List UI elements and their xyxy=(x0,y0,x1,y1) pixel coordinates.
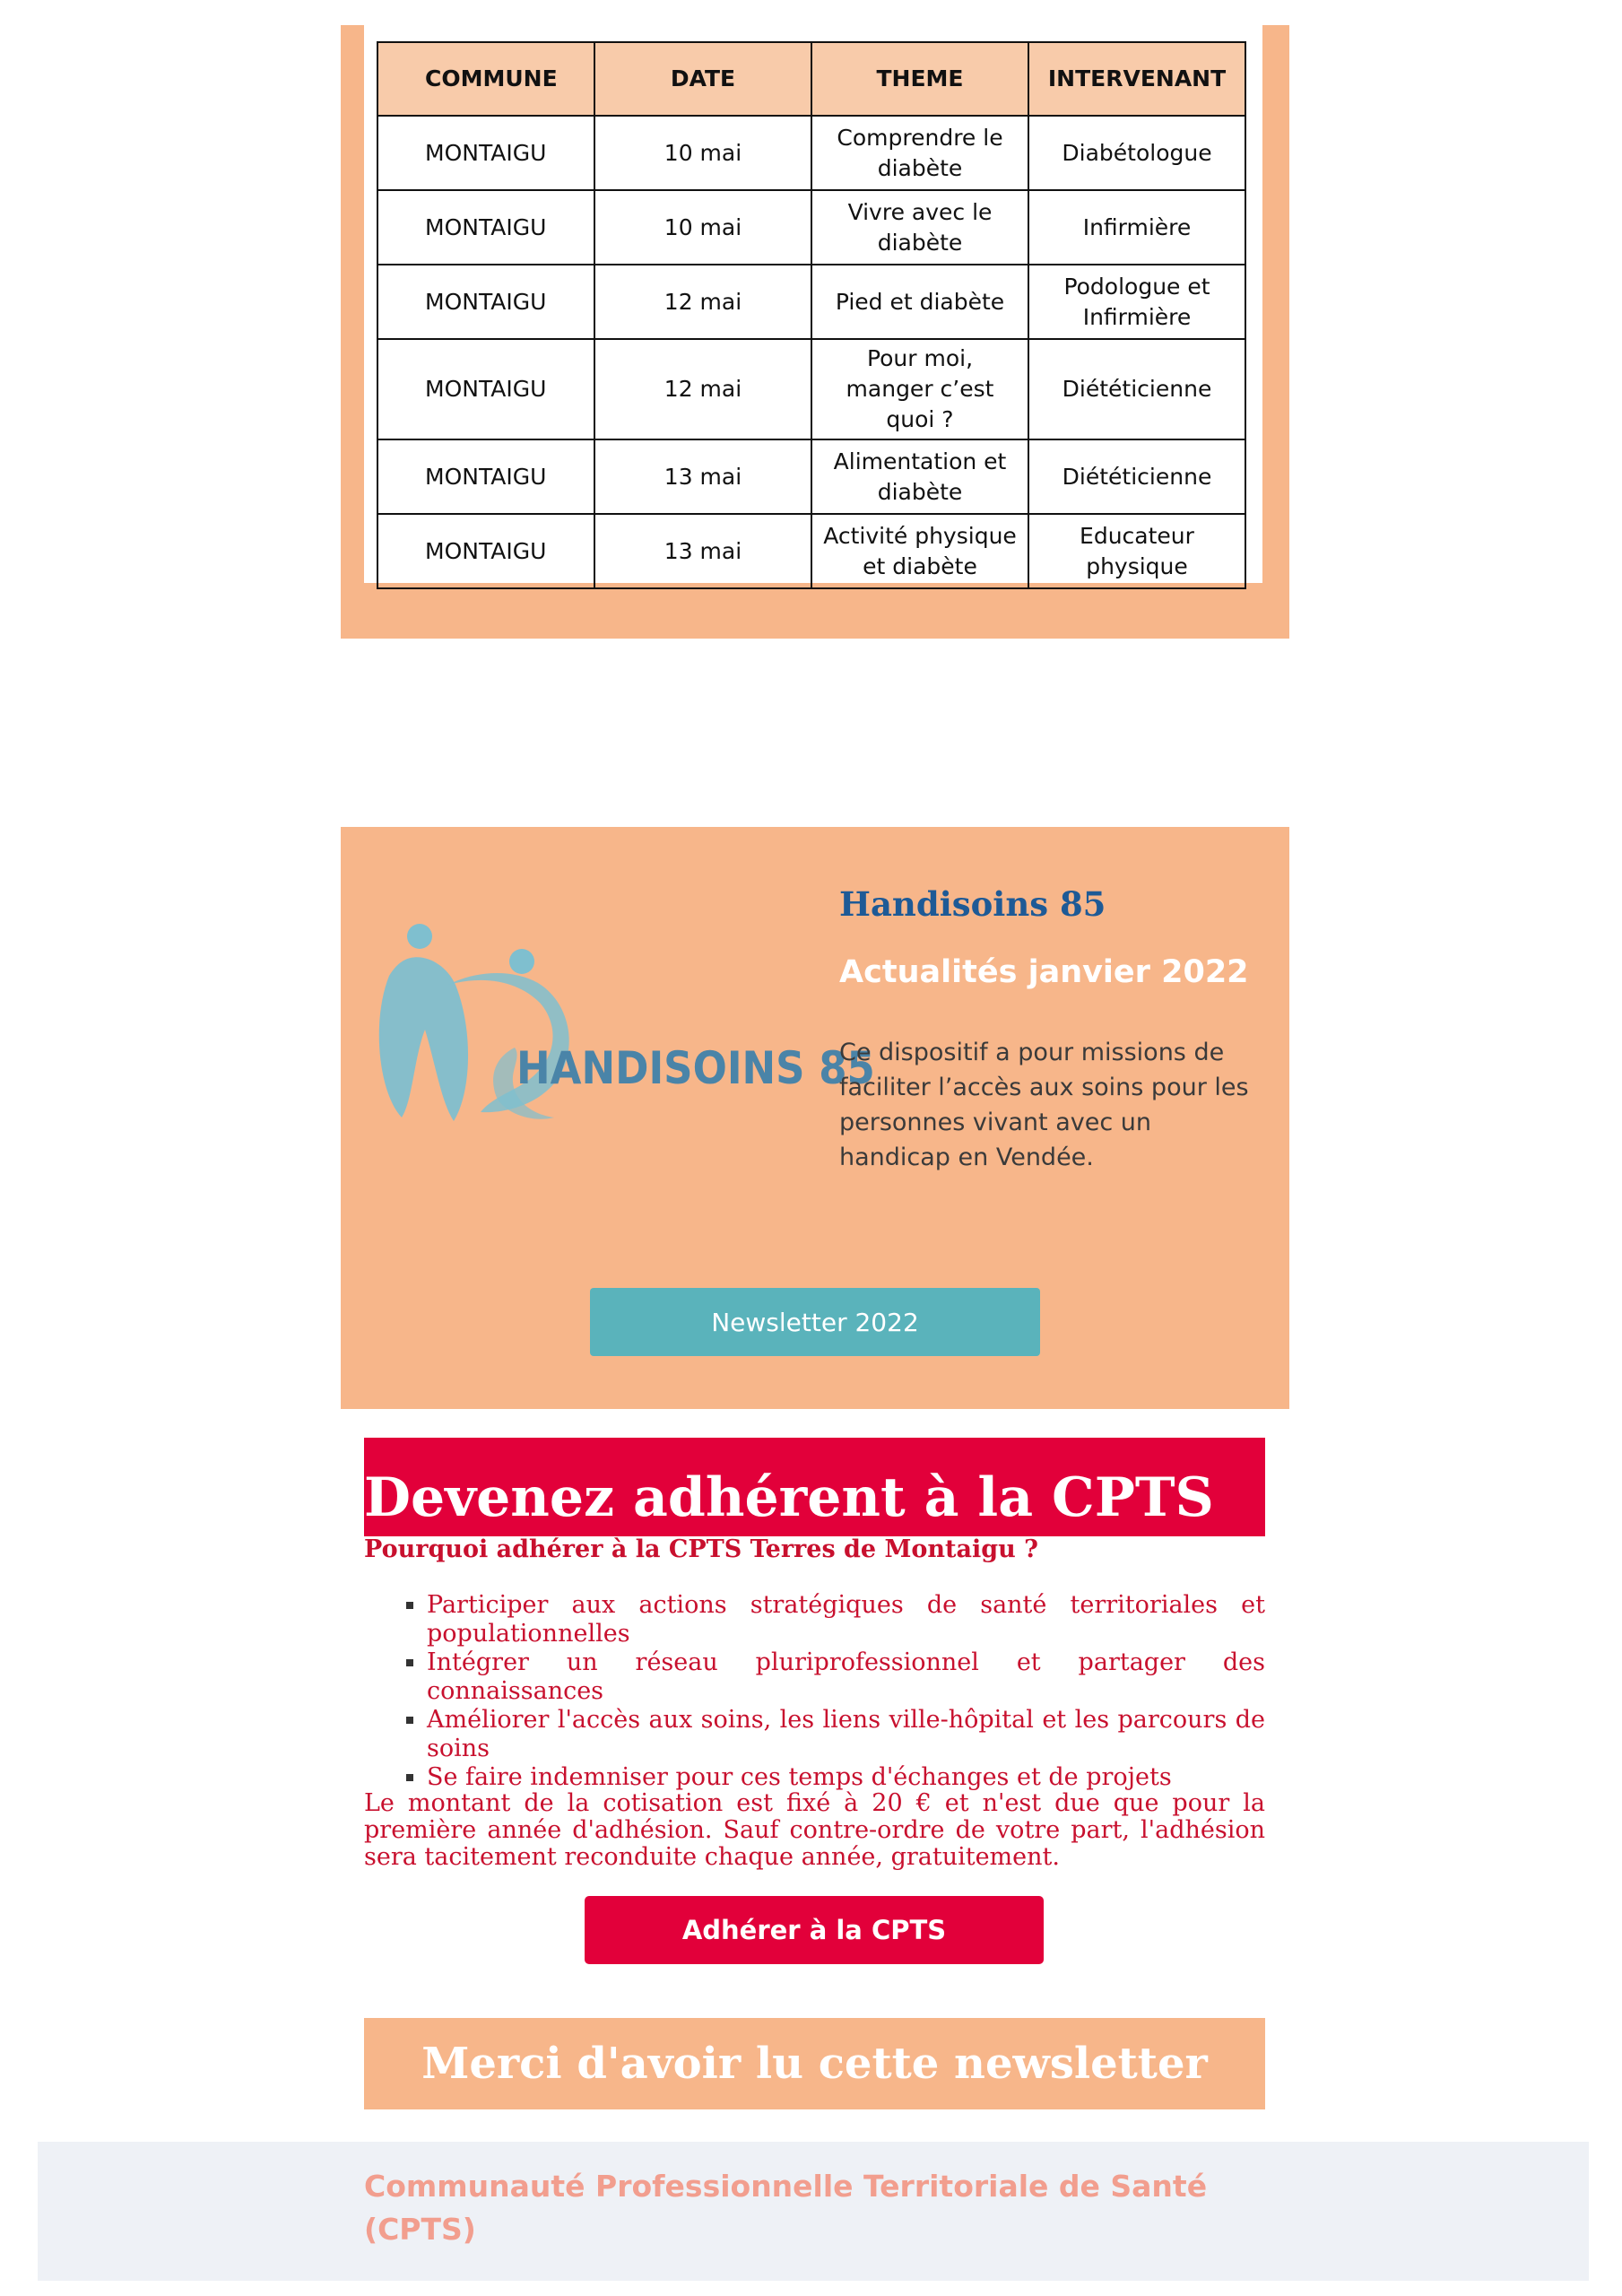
cell-intervenant: Podologue et Infirmière xyxy=(1028,265,1245,339)
handisoins-subtitle: Actualités janvier 2022 xyxy=(839,954,1249,990)
cell-date: 10 mai xyxy=(594,116,811,190)
cell-date: 13 mai xyxy=(594,514,811,588)
list-item: ▪ Se faire indemniser pour ces temps d'échanges et de projets xyxy=(427,1763,1265,1792)
list-item: ▪ Participer aux actions stratégiques de santé territoriales et populationnelles xyxy=(427,1591,1265,1648)
column-header-theme: THEME xyxy=(811,42,1028,116)
table-row xyxy=(377,190,1245,265)
cell-intervenant: Educateur physique xyxy=(1028,514,1245,588)
table-row xyxy=(377,116,1245,190)
cell-theme: Vivre avec le diabète xyxy=(811,190,1028,265)
adherer-cpts-button[interactable]: Adhérer à la CPTS xyxy=(585,1896,1044,1964)
schedule-table xyxy=(377,41,1246,589)
thanks-text: Merci d'avoir lu cette newsletter xyxy=(421,2039,1208,2089)
cell-commune: MONTAIGU xyxy=(377,265,594,339)
cell-intervenant: Infirmière xyxy=(1028,190,1245,265)
cpts-heading: Devenez adhérent à la CPTS xyxy=(364,1466,1214,1529)
footer xyxy=(38,2142,1589,2281)
cell-theme: Alimentation et diabète xyxy=(811,439,1028,514)
cell-commune: MONTAIGU xyxy=(377,339,594,439)
cell-commune: MONTAIGU xyxy=(377,514,594,588)
cpts-heading-banner xyxy=(364,1438,1265,1536)
column-header-intervenant: INTERVENANT xyxy=(1028,42,1245,116)
thanks-banner xyxy=(364,2018,1265,2109)
column-header-date: DATE xyxy=(594,42,811,116)
cell-commune: MONTAIGU xyxy=(377,190,594,265)
handisoins-section xyxy=(341,827,1289,1409)
cpts-fee-paragraph: Le montant de la cotisation est fixé à 20 € et n'est due que pour la première année d'adhésion. Sauf contre-ordre de votre part, l'adhésion sera tacitement reconduite chaque année, gratuitement. xyxy=(364,1789,1265,1871)
cell-commune: MONTAIGU xyxy=(377,116,594,190)
cell-date: 12 mai xyxy=(594,339,811,439)
handisoins-logo-text: HANDISOINS 85 xyxy=(516,1042,875,1094)
newsletter-2022-button[interactable]: Newsletter 2022 xyxy=(590,1288,1040,1356)
handisoins-description: Ce dispositif a pour missions de faciliter l’accès aux soins pour les personnes vivant avec un handicap en Vendée. xyxy=(839,1039,1249,1171)
cell-date: 12 mai xyxy=(594,265,811,339)
cell-date: 10 mai xyxy=(594,190,811,265)
table-row xyxy=(377,514,1245,588)
cell-intervenant: Diététicienne xyxy=(1028,339,1245,439)
cpts-question: Pourquoi adhérer à la CPTS Terres de Montaigu ? xyxy=(364,1535,1038,1563)
cpts-reasons-list xyxy=(364,1591,1265,1792)
cell-theme: Pied et diabète xyxy=(811,265,1028,339)
handisoins-logo xyxy=(362,922,875,1128)
handisoins-title: Handisoins 85 xyxy=(839,884,1106,924)
cell-intervenant: Diabétologue xyxy=(1028,116,1245,190)
cell-theme: Comprendre le diabète xyxy=(811,116,1028,190)
cell-date: 13 mai xyxy=(594,439,811,514)
cell-intervenant: Diététicienne xyxy=(1028,439,1245,514)
table-header-row xyxy=(377,42,1245,116)
list-item: ▪ Améliorer l'accès aux soins, les liens ville-hôpital et les parcours de soins xyxy=(427,1706,1265,1763)
table-row xyxy=(377,265,1245,339)
schedule-card xyxy=(364,25,1262,583)
table-row xyxy=(377,439,1245,514)
list-item: ▪ Intégrer un réseau pluriprofessionnel et partager des connaissances xyxy=(427,1648,1265,1706)
table-row xyxy=(377,339,1245,439)
column-header-commune: COMMUNE xyxy=(377,42,594,116)
footer-organization-name: Communauté Professionnelle Territoriale de Santé (CPTS) xyxy=(364,2169,1208,2247)
cell-commune: MONTAIGU xyxy=(377,439,594,514)
schedule-section xyxy=(341,25,1289,639)
cell-theme: Activité physique et diabète xyxy=(811,514,1028,588)
cell-theme: Pour moi, manger c’est quoi ? xyxy=(811,339,1028,439)
